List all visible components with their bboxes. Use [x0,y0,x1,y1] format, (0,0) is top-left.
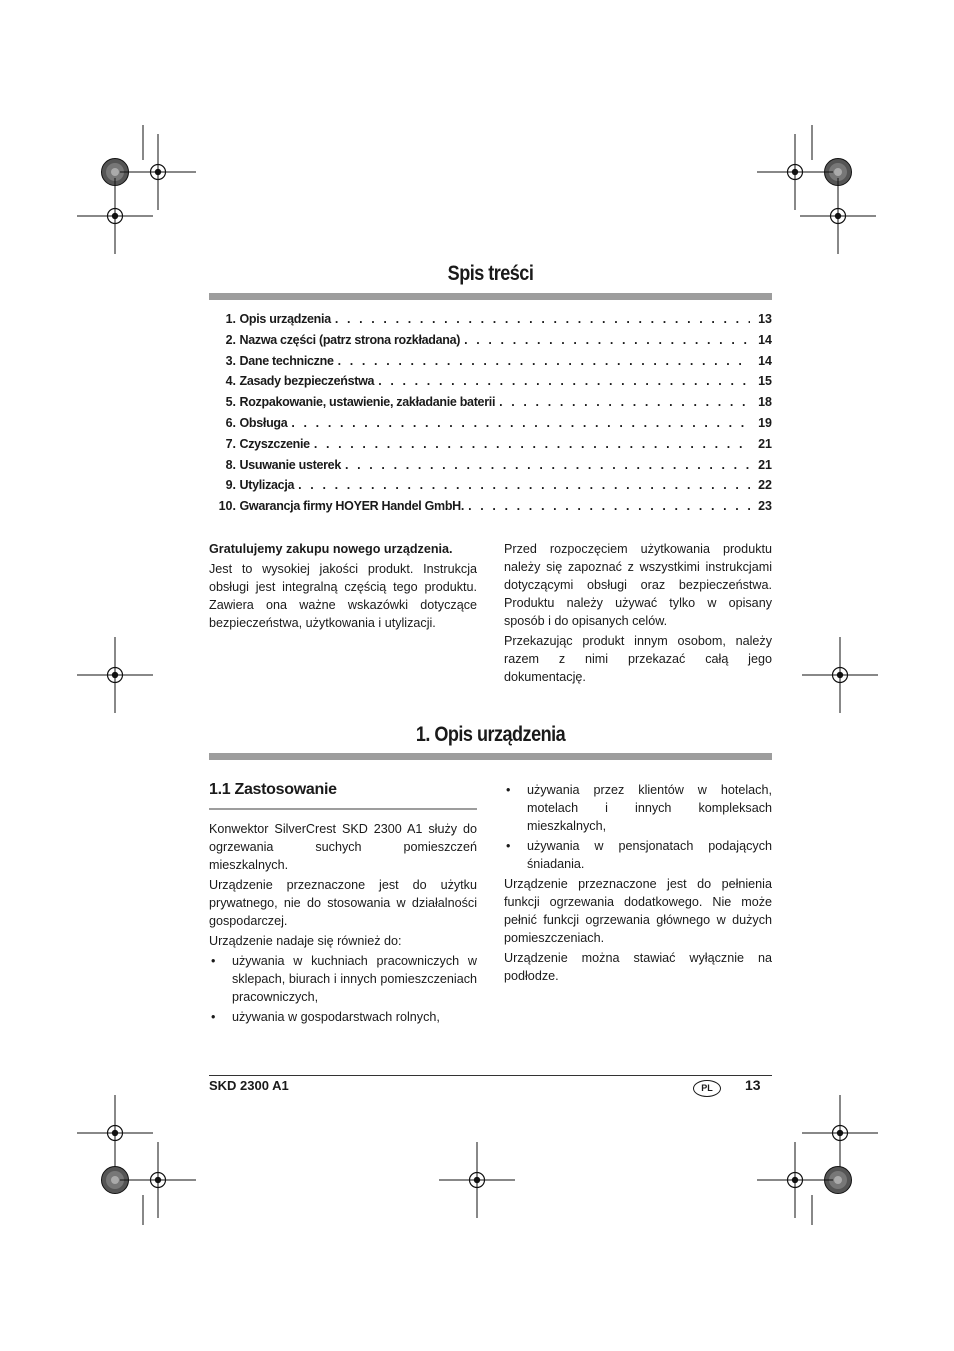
toc-page: 22 [758,478,772,493]
toc-label: Czyszczenie [239,436,310,451]
toc-page: 14 [758,332,772,347]
toc-number: 5. [225,395,236,410]
crosshair-icon [800,178,876,254]
toc-leader [338,354,750,368]
bullet-list [209,952,477,1026]
toc-label: Usuwanie usterek [239,457,341,472]
toc-leader [291,416,750,430]
toc-page: 14 [758,353,772,368]
section-left-column [209,820,477,1028]
toc-leader [378,374,750,388]
toc-entry[interactable] [209,478,772,499]
list-item: • używania w kuchniach pracowniczych w sklepach, biurach i innych pomieszczeniach pracowniczych, [209,952,477,1006]
footer-rule [209,1075,772,1076]
intro-paragraph: Jest to wysokiej jakości produkt. Instrukcja obsługi jest integralną częścią tego produktu. Zawiera ona ważne wskazówki dotyczące bezpieczeństwa, użytkowania i utylizacji. [209,562,477,630]
toc-entry[interactable] [209,458,772,479]
body-paragraph: Urządzenie można stawiać wyłącznie na podłodze. [504,951,772,983]
intro-paragraph: Przed rozpoczęciem użytkowania produktu należy się zapoznać z wszystkimi instrukcjami dotyczącymi obsługi oraz bezpieczeństwa. Produktu należy używać tylko w opisany sposób i do opisanych celów. [504,542,772,628]
toc-label: Opis urządzenia [239,312,331,326]
body-paragraph: Urządzenie nadaje się również do: [209,934,402,948]
language-badge: PL [693,1080,721,1097]
title-bar [209,293,772,300]
toc-entry[interactable] [209,499,772,520]
toc-entry[interactable] [209,333,772,354]
toc-label: Rozpakowanie, ustawienie, zakładanie baterii [239,395,496,410]
toc-page: 18 [758,395,772,410]
crosshair-icon [757,1142,833,1218]
toc-page: 21 [758,436,772,451]
footer-model: SKD 2300 A1 [209,1078,289,1093]
toc-label: Gwarancja firmy HOYER Handel GmbH. [239,499,465,514]
toc-entry[interactable] [209,374,772,395]
toc-page: 19 [758,415,772,430]
section-title: 1. Opis urządzenia [415,723,566,746]
toc-label: Zasady bezpieczeństwa [239,374,375,389]
crosshair-icon [120,1142,196,1218]
toc-page: 23 [758,499,772,514]
section-right-column [504,781,772,987]
intro-right-column [504,540,772,688]
crosshair-icon [120,134,196,210]
crosshair-icon [77,1095,153,1171]
toc-leader [464,333,750,347]
list-item: • używania w gospodarstwach rolnych, [209,1008,477,1026]
toc-number: 2. [225,332,236,347]
list-item: • używania przez klientów w hotelach, motelach i innych kompleksach mieszkalnych, [504,781,772,835]
bullet-list [504,781,772,873]
crosshair-icon [77,637,153,713]
toc-page: 21 [758,457,772,472]
list-item: • używania w pensjonatach podających śniadania. [504,837,772,873]
toc-label: Dane techniczne [239,353,334,368]
toc-label: Nazwa części (patrz strona rozkładana) [239,332,461,347]
toc-number: 8. [225,457,236,472]
toc-entry[interactable] [209,354,772,375]
page-number: 13 [745,1077,761,1093]
toc-number: 1. [225,312,236,326]
toc-page: 15 [758,374,772,389]
toc-entry[interactable] [209,416,772,437]
toc-leader [335,312,750,326]
toc-number: 3. [225,353,236,368]
toc-title: Spis treści [447,262,534,285]
toc-leader [314,437,750,451]
toc-label: Obsługa [239,415,288,430]
toc-number: 6. [225,415,236,430]
toc-number: 10. [218,499,236,514]
crosshair-icon [757,134,833,210]
crosshair-icon [77,178,153,254]
toc-entry[interactable] [209,437,772,458]
subsection-rule [209,808,477,810]
intro-paragraph: Przekazując produkt innym osobom, należy razem z nimi przekazać całą jego dokumentację. [504,634,772,684]
toc-page: 13 [758,312,772,326]
toc-leader [298,478,750,492]
body-paragraph: Urządzenie przeznaczone jest do użytku prywatnego, nie do stosowania w działalności gospodarczej. [209,878,477,928]
toc-entry[interactable] [209,395,772,416]
toc-label: Utylizacja [239,478,295,493]
intro-left-column [209,540,477,634]
title-bar [209,753,772,760]
toc-number: 9. [225,478,236,493]
toc-leader [345,458,750,472]
crosshair-icon [439,1142,515,1218]
toc-leader [468,499,750,513]
body-paragraph: Urządzenie przeznaczone jest do pełnienia funkcji ogrzewania dodatkowego. Nie może pełnić funkcji ogrzewania głównego w dużych pomieszczeniach. [504,877,772,945]
table-of-contents [209,312,772,520]
body-paragraph: Konwektor SilverCrest SKD 2300 A1 służy do ogrzewania suchych pomieszczeń mieszkalnych. [209,822,477,872]
toc-number: 4. [225,374,236,389]
subsection-title: 1.1 Zastosowanie [209,781,337,798]
toc-entry[interactable] [209,312,772,333]
crosshair-icon [802,1095,878,1171]
toc-leader [499,395,750,409]
toc-number: 7. [225,436,236,451]
intro-heading: Gratulujemy zakupu nowego urządzenia. [209,542,453,556]
crosshair-icon [802,637,878,713]
